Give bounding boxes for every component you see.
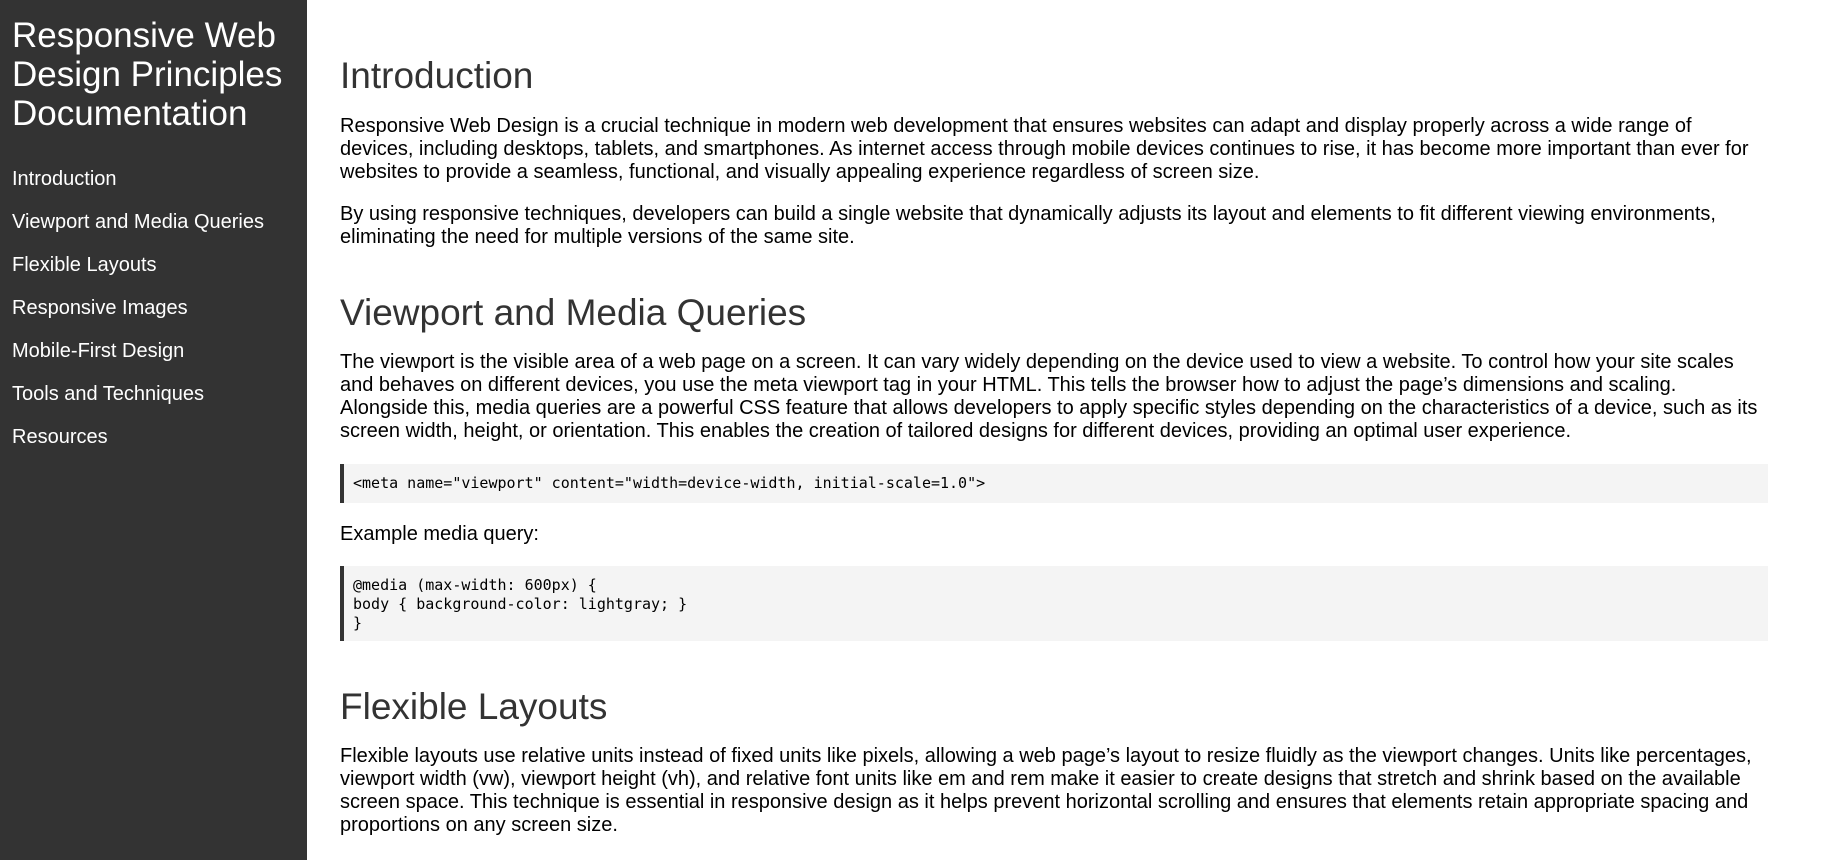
section-paragraph: The viewport is the visible area of a web page on a screen. It can vary widely depending on the device used to view a website. To control how your site scales and behaves on different devices, you use the meta viewport tag in your HTML. This tells the browser how to adjust the page’s dimensions and scaling. Alongside this, media queries are a powerful CSS feature that allows developers to apply specific styles depending on the characteristics of a device, such as its screen width, height, or orientation. This enables the creation of tailored designs for different devices, providing an optimal user experience. (340, 351, 1758, 442)
code-block-meta-viewport: <meta name="viewport" content="width=device-width, initial-scale=1.0"> (340, 464, 1768, 503)
nav-item (12, 210, 295, 253)
nav-item (12, 296, 295, 339)
nav-link-flexible-layouts[interactable]: Flexible Layouts (12, 254, 157, 276)
section-paragraph: By using responsive techniques, developers can build a single website that dynamically adjusts its layout and elements to fit different viewing environments, eliminating the need for multiple versions of the same site. (340, 203, 1716, 248)
section-heading: Flexible Layouts (340, 686, 608, 727)
nav-link-resources[interactable]: Resources (12, 426, 108, 448)
nav-list (12, 167, 295, 468)
section-introduction (340, 55, 1768, 249)
code-block-media-query: @media (max-width: 600px) { body { background-color: lightgray; } } (340, 566, 1768, 641)
section-paragraph: Flexible layouts use relative units instead of fixed units like pixels, allowing a web page’s layout to resize fluidly as the viewport changes. Units like percentages, viewport width (vw), viewport height (vh), and relative font units like em and rem make it easier to create designs that stretch and shrink based on the available screen space. This technique is essential in responsive design as it helps prevent horizontal scrolling and ensures that elements retain appropriate spacing and proportions on any screen size. (340, 745, 1752, 836)
nav-link-viewport-media-queries[interactable]: Viewport and Media Queries (12, 211, 264, 233)
section-heading: Introduction (340, 55, 534, 96)
nav-item (12, 425, 295, 468)
nav-link-mobile-first-design[interactable]: Mobile-First Design (12, 340, 185, 362)
nav-link-tools-techniques[interactable]: Tools and Techniques (12, 383, 204, 405)
sidebar-nav (0, 0, 307, 860)
sidebar-title: Responsive Web Design Principles Documentation (12, 16, 283, 133)
example-label: Example media query: (340, 523, 539, 545)
section-viewport-media-queries (340, 292, 1768, 641)
nav-item (12, 339, 295, 382)
nav-link-responsive-images[interactable]: Responsive Images (12, 297, 188, 319)
section-flexible-layouts (340, 686, 1768, 837)
nav-link-introduction[interactable]: Introduction (12, 168, 117, 190)
main-content[interactable] (340, 0, 1768, 860)
nav-item (12, 382, 295, 425)
nav-item (12, 253, 295, 296)
nav-item (12, 167, 295, 210)
section-paragraph: Responsive Web Design is a crucial technique in modern web development that ensures websites can adapt and display properly across a wide range of devices, including desktops, tablets, and smartphones. As internet access through mobile devices continues to rise, it has become more important than ever for websites to provide a seamless, functional, and visually appealing experience regardless of screen size. (340, 115, 1749, 183)
section-heading: Viewport and Media Queries (340, 292, 807, 333)
